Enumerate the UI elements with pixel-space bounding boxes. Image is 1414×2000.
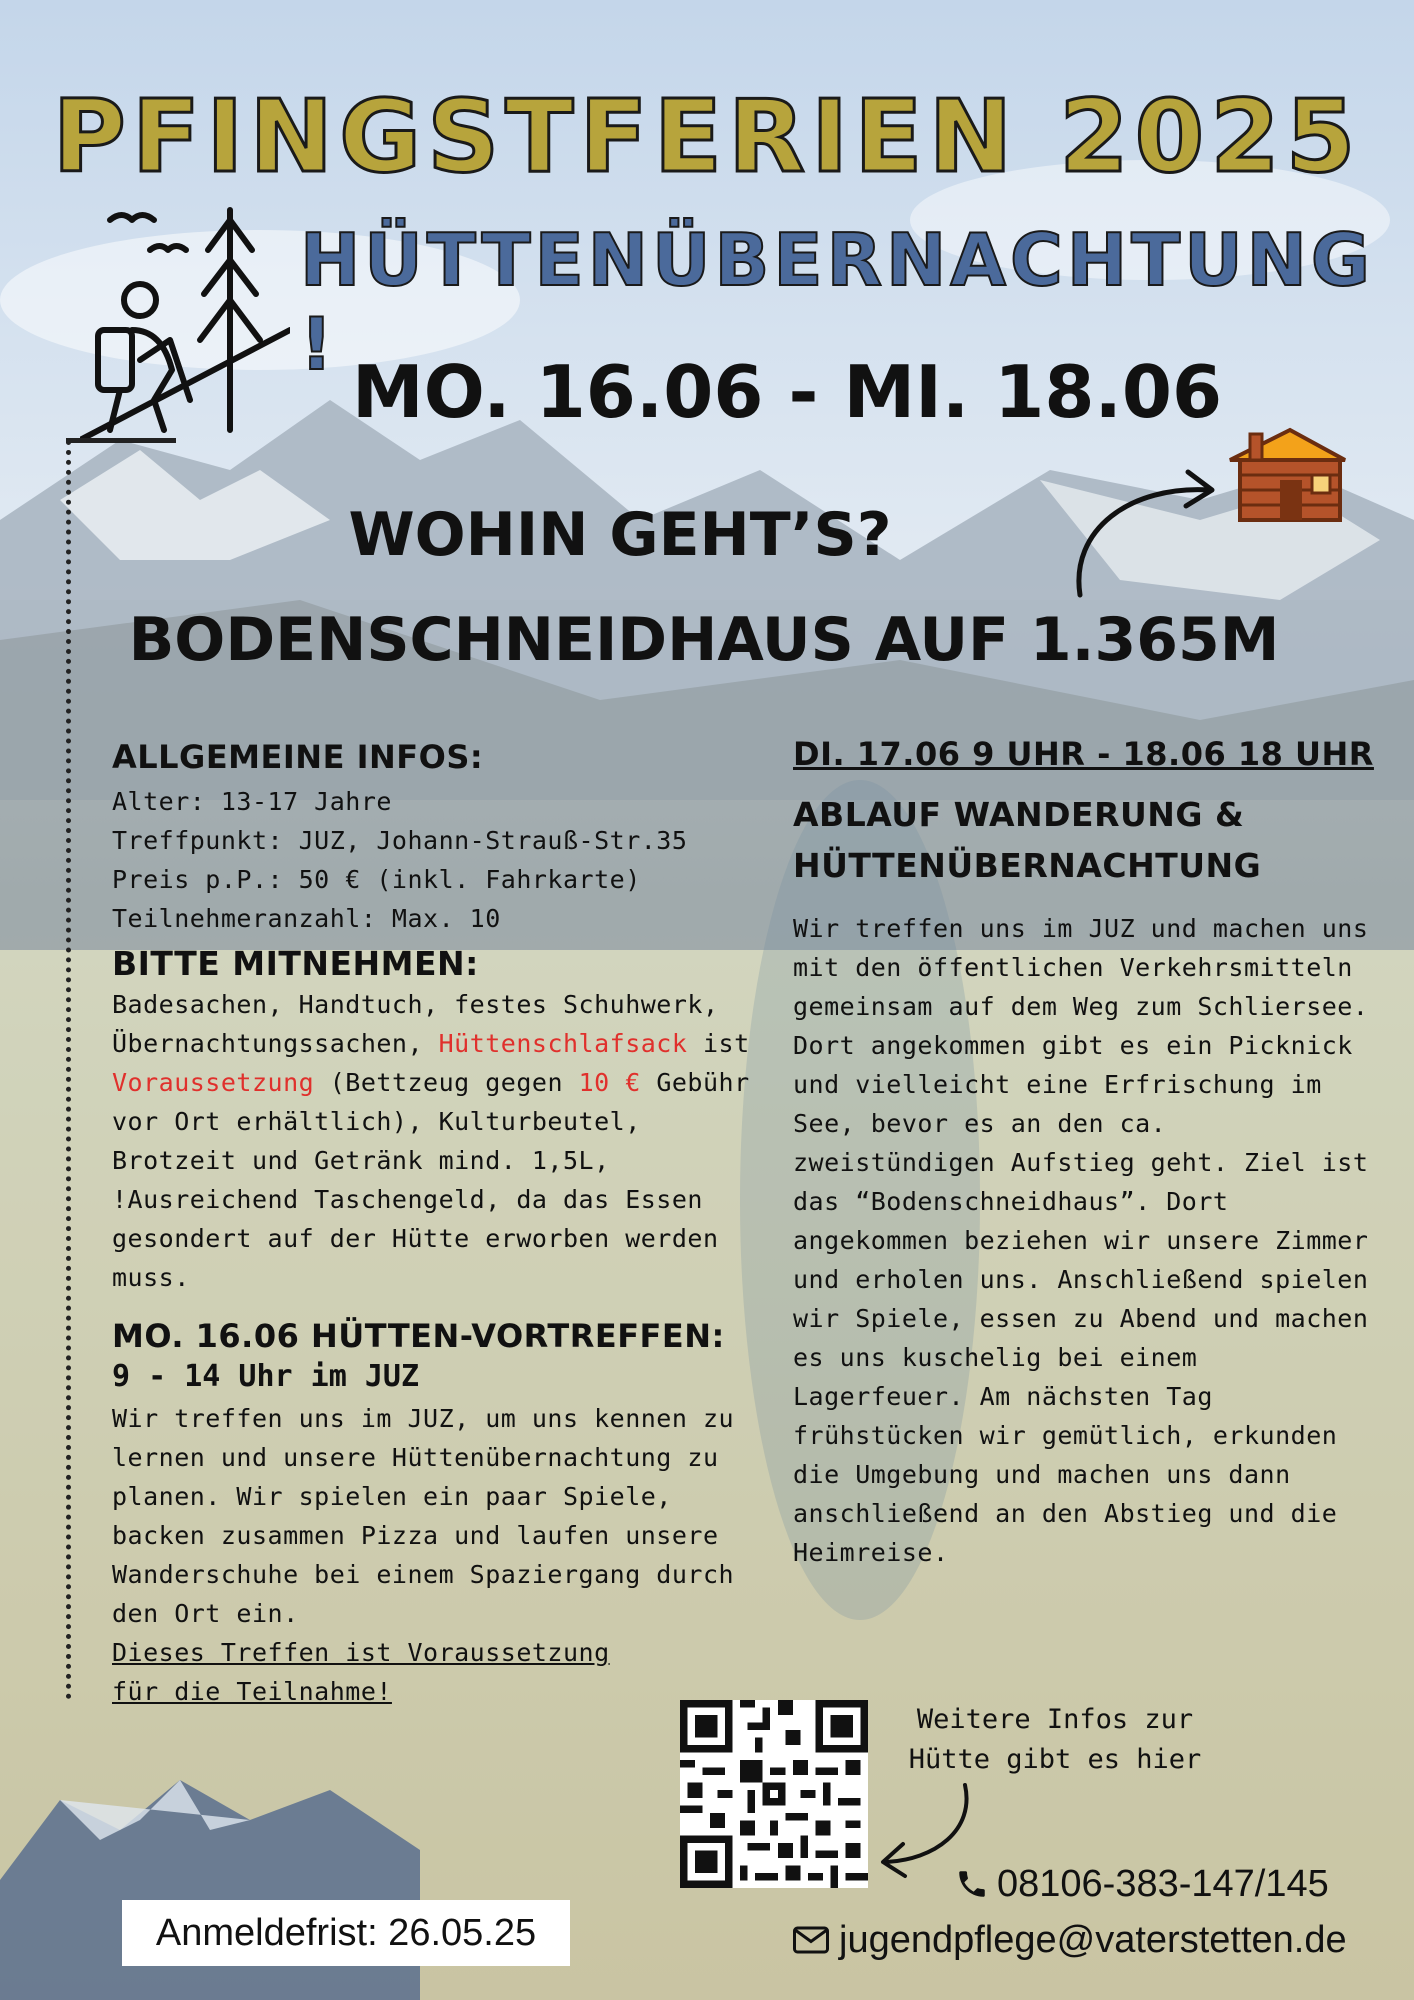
poster-title: PFINGSTFERIEN 2025 [52, 78, 1362, 195]
qr-note-line: Hütte gibt es hier [908, 1744, 1202, 1775]
phone-row [955, 1860, 1375, 1908]
packing-text [112, 985, 752, 1297]
hike-heading-line2: HÜTTENÜBERNACHTUNG [793, 846, 1262, 885]
email-address[interactable]: jugendpflege@vaterstetten.de [839, 1918, 1347, 1961]
packing-text-part: Badesachen, Handtuch, festes Schuhwerk, Übernachtungssachen, [112, 990, 719, 1058]
pre-meeting-text: Wir treffen uns im JUZ, um uns kennen zu lernen und unsere Hüttenübernachtung zu planen. Wir spielen ein paar Spiele, backen zusammen Pizza und laufen unsere Wanderschuhe bei einem Spaziergang durch den Ort ein. [112, 1404, 735, 1628]
pre-meeting-requirement: Dieses Treffen ist Voraussetzung für die Teilnahme! [112, 1638, 610, 1706]
qr-note [890, 1700, 1220, 1780]
phone-icon [955, 1867, 989, 1901]
destination-question: WOHIN GEHT’S? [348, 500, 892, 570]
qr-code[interactable] [680, 1700, 868, 1888]
registration-deadline: Anmeldefrist: 26.05.25 [122, 1900, 570, 1966]
poster-subtitle: HÜTTENÜBERNACHTUNG ! [300, 218, 1375, 386]
path-line-top [66, 438, 176, 443]
general-info-list [112, 782, 752, 938]
sleeping-bag-highlight: Hüttenschlafsack [438, 1029, 688, 1058]
destination-answer: BODENSCHNEIDHAUS AUF 1.365M [128, 605, 1280, 675]
packing-text-part: ist [687, 1029, 750, 1058]
pre-meeting-time: 9 - 14 Uhr im JUZ [112, 1359, 420, 1394]
pre-meeting-heading: MO. 16.06 HÜTTEN-VORTREFFEN: [112, 1317, 725, 1355]
info-line: Alter: 13-17 Jahre [112, 787, 392, 816]
hike-dates: DI. 17.06 9 UHR - 18.06 18 UHR [793, 735, 1374, 773]
right-column [793, 735, 1383, 1572]
email-row [793, 1916, 1393, 1964]
mail-icon [793, 1925, 829, 1955]
packing-text-part: (Bettzeug gegen [329, 1068, 579, 1097]
requirement-highlight: Voraussetzung [112, 1068, 315, 1097]
info-line: Preis p.P.: 50 € (inkl. Fahrkarte) [112, 865, 641, 894]
date-range: MO. 16.06 - MI. 18.06 [352, 350, 1223, 434]
qr-note-line: Weitere Infos zur [916, 1704, 1194, 1735]
hike-heading-line1: ABLAUF WANDERUNG & [793, 795, 1245, 834]
fee-highlight: 10 € [578, 1068, 641, 1097]
info-line: Treffpunkt: JUZ, Johann-Strauß-Str.35 [112, 826, 688, 855]
general-info-heading: ALLGEMEINE INFOS: [112, 738, 484, 776]
phone-number[interactable]: 08106-383-147/145 [997, 1862, 1329, 1905]
hiker-icon [80, 200, 290, 440]
packing-heading: BITTE MITNEHMEN: [112, 944, 479, 983]
packing-text-part: Gebühr vor Ort erhältlich), Kulturbeutel, Brotzeit und Getränk mind. 1,5L, !Ausreichend Taschengeld, da das Essen gesondert auf der Hütte erworben werden muss. [112, 1068, 750, 1292]
hike-text: Wir treffen uns im JUZ und machen uns mit den öffentlichen Verkehrsmitteln gemeinsam auf dem Weg zum Schliersee. Dort angekommen gibt es ein Picknick und vielleicht eine Erfrischung im See, bevor es an den ca. zweistündigen Aufstieg geht. Ziel ist das “Bodenschneidhaus”. Dort angekommen beziehen wir unsere Zimmer und erholen uns. Anschließend spielen wir Spiele, essen zu Abend und machen es uns kuschelig bei einem Lagerfeuer. Am nächsten Tag frühstücken wir gemütlich, erkunden die Umgebung und machen uns dann anschließend an den Abstieg und die Heimreise. [793, 914, 1369, 1567]
left-column [112, 738, 752, 1711]
info-line: Teilnehmeranzahl: Max. 10 [112, 904, 501, 933]
